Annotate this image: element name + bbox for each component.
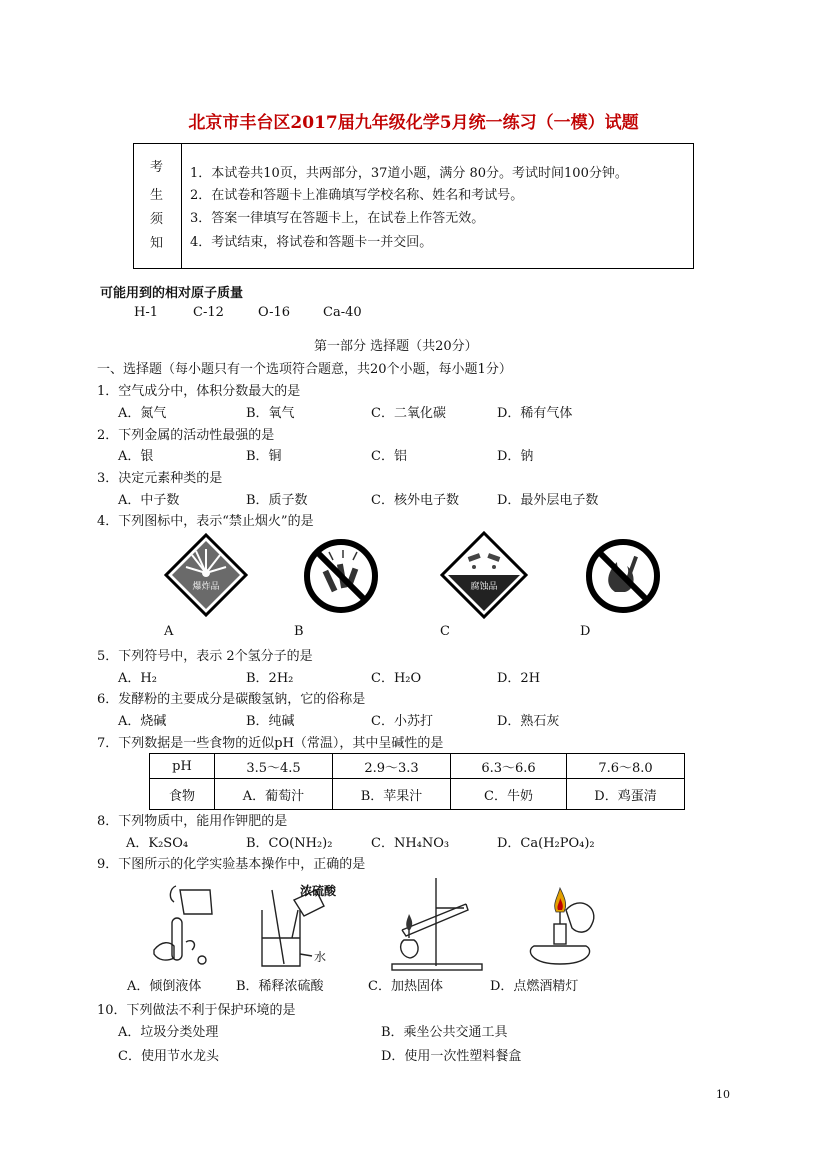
heating-solid-illustration [384, 874, 488, 972]
option: A．银 [118, 449, 154, 464]
option: D．最外层电子数 [497, 493, 599, 508]
figure-label: B [294, 624, 304, 639]
option: B．CO(NH₂)₂ [246, 836, 333, 851]
table-row [150, 779, 685, 810]
option: C．核外电子数 [371, 493, 459, 508]
option: B．纯碱 [246, 714, 295, 729]
question-stem: 5．下列符号中，表示 2个氢分子的是 [97, 649, 313, 664]
option: D．钠 [497, 449, 534, 464]
table-cell: D．鸡蛋清 [567, 779, 685, 810]
no-fireworks-sign-icon [303, 538, 379, 614]
question-stem: 9．下图所示的化学实验基本操作中，正确的是 [97, 857, 366, 872]
option: A．中子数 [118, 493, 180, 508]
option: C．铝 [371, 449, 407, 464]
table-cell: 6.3～6.6 [451, 754, 567, 779]
ph-table [149, 753, 685, 810]
section-intro: 一、选择题（每小题只有一个选项符合题意，共20个小题，每小题1分） [97, 362, 512, 377]
option: C．二氧化碳 [371, 406, 446, 421]
figure-label: D [580, 624, 591, 639]
notice-divider [181, 144, 182, 268]
option: D．Ca(H₂PO₄)₂ [497, 836, 595, 851]
table-cell: 食物 [150, 779, 215, 810]
figure-label: A [164, 624, 174, 639]
notice-side-char: 生 [150, 188, 164, 203]
option: C．加热固体 [368, 979, 443, 994]
notice-item: 2．在试卷和答题卡上准确填写学校名称、姓名和考试号。 [190, 188, 524, 203]
option: B．稀释浓硫酸 [236, 979, 324, 994]
table-cell: A．葡萄汁 [215, 779, 333, 810]
question-stem: 6．发酵粉的主要成分是碳酸氢钠，它的俗称是 [97, 692, 366, 707]
option: A．H₂ [118, 671, 157, 686]
question-stem: 7．下列数据是一些食物的近似pH（常温），其中呈碱性的是 [97, 736, 444, 751]
part-heading: 第一部分 选择题（共20分） [314, 339, 478, 354]
table-cell: 2.9～3.3 [333, 754, 451, 779]
pouring-liquid-illustration [140, 880, 224, 972]
figure-label: C [440, 624, 450, 639]
table-cell: pH [150, 754, 215, 779]
notice-side-char: 知 [150, 236, 164, 251]
table-cell: C．牛奶 [451, 779, 567, 810]
explosive-sign-icon [164, 533, 248, 617]
notice-item: 3．答案一律填写在答题卡上，在试卷上作答无效。 [190, 211, 485, 226]
table-cell: 3.5～4.5 [215, 754, 333, 779]
option: A．烧碱 [118, 714, 167, 729]
option: A．垃圾分类处理 [118, 1025, 219, 1040]
option: A．倾倒液体 [127, 979, 202, 994]
option: D．稀有气体 [497, 406, 573, 421]
option: C．H₂O [371, 671, 422, 686]
option: B．氧气 [246, 406, 295, 421]
question-stem: 1．空气成分中，体积分数最大的是 [97, 384, 301, 399]
page-title: 北京市丰台区2017届九年级化学5月统一练习（一模）试题 [188, 113, 639, 133]
option: C．NH₄NO₃ [371, 836, 450, 851]
figure-label-water: 水 [314, 950, 327, 964]
exam-notice-box [133, 143, 694, 269]
option: B．2H₂ [246, 671, 294, 686]
page-number: 10 [716, 1088, 730, 1101]
notice-side-char: 须 [150, 212, 164, 227]
atomic-mass-heading: 可能用到的相对原子质量 [100, 286, 244, 301]
question-stem: 2．下列金属的活动性最强的是 [97, 428, 275, 443]
no-open-flame-sign-icon [585, 538, 661, 614]
explosive-sign-text: 爆炸品 [192, 582, 220, 592]
option: D．熟石灰 [497, 714, 560, 729]
option: D．点燃酒精灯 [490, 979, 579, 994]
option: C．小苏打 [371, 714, 433, 729]
notice-side-char: 考 [150, 160, 164, 175]
option: A．K₂SO₄ [126, 836, 189, 851]
corrosive-sign-icon [440, 531, 528, 619]
option: B．乘坐公共交通工具 [381, 1025, 508, 1040]
notice-item: 1．本试卷共10页，共两部分，37道小题，满分 80分。考试时间100分钟。 [190, 166, 628, 181]
option: A．氮气 [118, 406, 167, 421]
atomic-mass-value: Ca-40 [323, 305, 362, 320]
question-stem: 8．下列物质中，能用作钾肥的是 [97, 814, 288, 829]
question-stem: 3．决定元素种类的是 [97, 471, 223, 486]
option: D．使用一次性塑料餐盒 [381, 1049, 522, 1064]
option: B．铜 [246, 449, 282, 464]
notice-item: 4．考试结束，将试卷和答题卡一并交回。 [190, 235, 433, 250]
option: B．质子数 [246, 493, 308, 508]
option: D．2H [497, 671, 541, 686]
atomic-mass-value: C-12 [193, 305, 224, 320]
lighting-lamp-illustration [520, 880, 604, 970]
table-row [150, 754, 685, 779]
figure-label-acid: 浓硫酸 [300, 884, 337, 898]
table-cell: B．苹果汁 [333, 779, 451, 810]
corrosive-sign-text: 腐蚀品 [470, 582, 498, 592]
question-stem: 4．下列图标中，表示“禁止烟火”的是 [97, 514, 314, 529]
table-cell: 7.6～8.0 [567, 754, 685, 779]
atomic-mass-value: H-1 [134, 305, 159, 320]
question-stem: 10．下列做法不利于保护环境的是 [97, 1003, 296, 1018]
option: C．使用节水龙头 [118, 1049, 219, 1064]
atomic-mass-value: O-16 [258, 305, 291, 320]
